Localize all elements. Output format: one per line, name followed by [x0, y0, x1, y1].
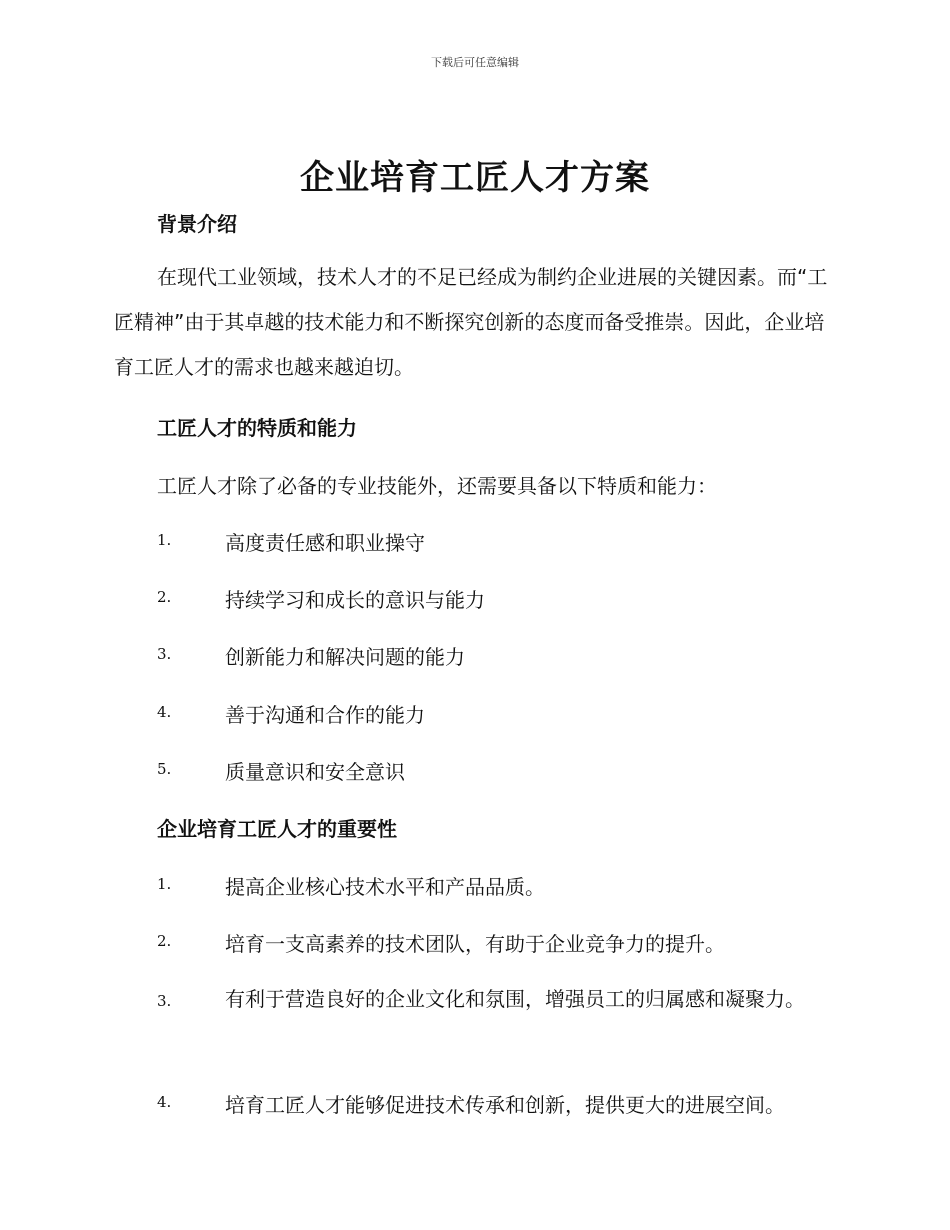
- section-heading-importance: 企业培育工匠人才的重要性: [157, 817, 397, 841]
- list-item: [157, 756, 837, 786]
- page-header-note: 下载后可任意编辑: [431, 56, 519, 69]
- list-item: [157, 928, 837, 958]
- list-item-text: 善于沟通和合作的能力: [225, 703, 425, 727]
- list-number: 1.: [157, 875, 172, 893]
- list-number: 4.: [157, 1093, 172, 1111]
- list-item-text: 有利于营造良好的企业文化和氛围，增强员工的归属感和凝聚力。: [225, 987, 805, 1011]
- list-number: 1.: [157, 531, 172, 549]
- list-item-text: 质量意识和安全意识: [225, 760, 405, 784]
- list-item-text: 持续学习和成长的意识与能力: [225, 588, 485, 612]
- list-item-text: 培育一支高素养的技术团队，有助于企业竞争力的提升。: [225, 932, 725, 956]
- list-item-text: 提高企业核心技术水平和产品品质。: [225, 875, 545, 899]
- section-heading-traits: 工匠人才的特质和能力: [157, 416, 357, 440]
- list-item: [157, 527, 837, 557]
- traits-intro: 工匠人才除了必备的专业技能外，还需要具备以下特质和能力：: [157, 474, 717, 498]
- document-title: 企业培育工匠人才方案: [300, 158, 650, 198]
- list-number: 2.: [157, 588, 172, 606]
- list-number: 2.: [157, 932, 172, 950]
- list-item: [157, 641, 837, 671]
- list-number: 3.: [157, 645, 172, 663]
- list-item: [114, 977, 824, 1024]
- list-item: [157, 871, 837, 901]
- list-item: [157, 1089, 837, 1119]
- list-number: 3.: [157, 992, 172, 1010]
- list-item-text: 培育工匠人才能够促进技术传承和创新，提供更大的进展空间。: [225, 1093, 785, 1117]
- background-paragraph: 在现代工业领域，技术人才的不足已经成为制约企业进展的关键因素。而“工匠精神”由于其卓越的技术能力和不断探究创新的态度而备受推崇。因此，企业培育工匠人才的需求也越来越迫切。: [114, 265, 828, 379]
- list-item: [157, 584, 837, 614]
- list-number: 5.: [157, 760, 172, 778]
- list-number: 4.: [157, 703, 172, 721]
- section-heading-background: 背景介绍: [157, 212, 237, 236]
- list-item-text: 高度责任感和职业操守: [225, 531, 425, 555]
- list-item: [157, 699, 837, 729]
- list-item-text: 创新能力和解决问题的能力: [225, 645, 465, 669]
